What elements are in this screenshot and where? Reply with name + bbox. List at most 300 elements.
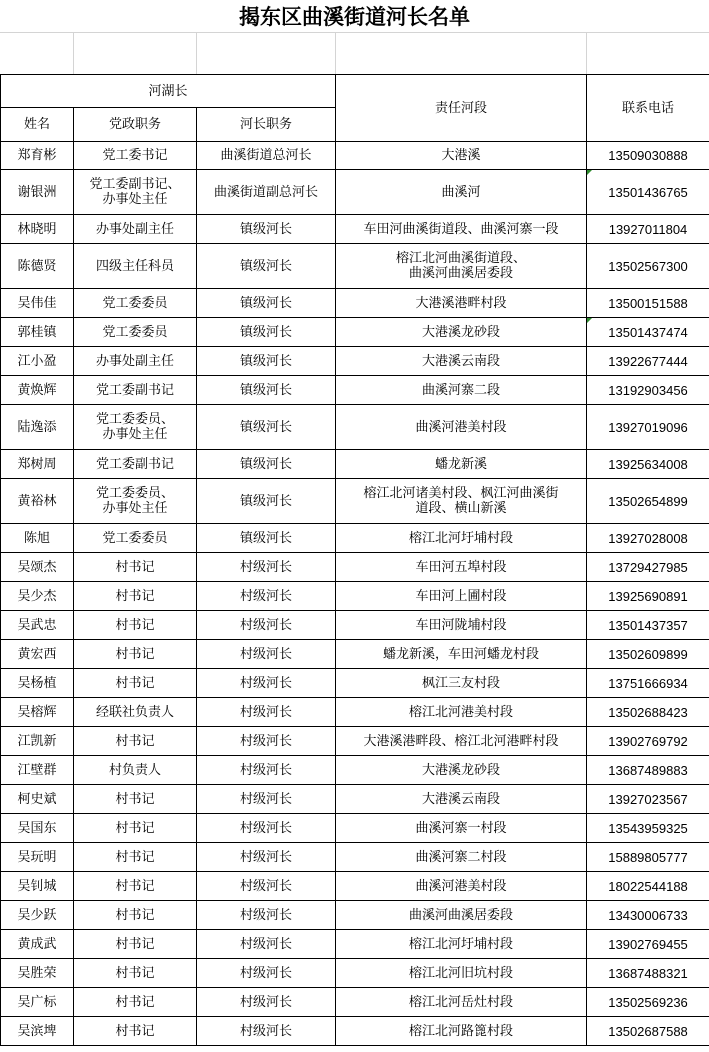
cell-phone-text: 13687488321 <box>608 965 688 981</box>
cell-section <box>336 244 587 289</box>
cell-name-text: 黄成武 <box>17 936 57 952</box>
cell-section <box>336 843 587 872</box>
cell-section-text: 大港溪 <box>441 148 481 163</box>
cell-party-post <box>74 450 197 479</box>
cell-river-post <box>197 872 336 901</box>
cell-section <box>336 405 587 450</box>
cell-phone <box>587 524 709 553</box>
cell-party-post-text: 村书记 <box>115 617 155 633</box>
cell-river-post <box>197 843 336 872</box>
table-row <box>1 669 709 698</box>
cell-river-post-text: 村级河长 <box>240 994 293 1010</box>
cell-section <box>336 640 587 669</box>
cell-section-text: 大港溪云南段 <box>422 353 501 369</box>
table-row <box>1 901 709 930</box>
cell-section <box>336 698 587 727</box>
cell-section-text: 车田河五埠村段 <box>415 559 507 575</box>
cell-section-text: 榕江北河圩埔村段 <box>409 936 514 952</box>
cell-name <box>1 142 74 170</box>
cell-section <box>336 170 587 215</box>
cell-river-post-text: 村级河长 <box>240 559 293 575</box>
river-chief-table <box>0 74 709 1046</box>
cell-name <box>1 756 74 785</box>
cell-phone-text: 13502609899 <box>608 646 688 662</box>
cell-party-post-text: 村书记 <box>115 907 155 923</box>
cell-name <box>1 988 74 1017</box>
cell-name-text: 江凯新 <box>17 733 57 749</box>
cell-party-post-text: 村书记 <box>115 733 155 749</box>
cell-party-post <box>74 524 197 553</box>
cell-name-text: 吴滨埤 <box>17 1023 57 1039</box>
cell-river-post-text: 村级河长 <box>240 646 293 662</box>
cell-phone <box>587 640 709 669</box>
cell-river-post-text: 村级河长 <box>240 1023 293 1039</box>
cell-section <box>336 450 587 479</box>
cell-party-post <box>74 479 197 524</box>
cell-river-post-text: 村级河长 <box>240 733 293 749</box>
cell-river-post-text: 村级河长 <box>240 936 293 952</box>
cell-river-post <box>197 244 336 289</box>
cell-party-post <box>74 698 197 727</box>
table-row <box>1 959 709 988</box>
cell-river-post-text: 村级河长 <box>240 762 293 778</box>
cell-party-post <box>74 727 197 756</box>
table-row <box>1 843 709 872</box>
cell-river-post <box>197 988 336 1017</box>
cell-party-post <box>74 553 197 582</box>
cell-phone-text: 13502688423 <box>608 704 688 720</box>
cell-section <box>336 142 587 170</box>
cell-name-text: 吴颂杰 <box>17 559 57 575</box>
header-name: 姓名 <box>1 108 74 142</box>
cell-phone-text: 13927023567 <box>608 791 688 807</box>
cell-section <box>336 959 587 988</box>
cell-phone <box>587 872 709 901</box>
cell-name-text: 黄焕辉 <box>17 382 57 398</box>
cell-section <box>336 872 587 901</box>
cell-river-post <box>197 450 336 479</box>
cell-party-post <box>74 640 197 669</box>
cell-river-post-text: 村级河长 <box>240 878 293 894</box>
cell-river-post <box>197 479 336 524</box>
cell-phone-text: 13502569236 <box>608 994 688 1010</box>
cell-phone-text: 13729427985 <box>608 559 688 575</box>
cell-name-text: 江壁群 <box>17 762 57 778</box>
cell-phone <box>587 170 709 215</box>
cell-phone-text: 13501437474 <box>608 324 688 340</box>
cell-section-text: 大港溪龙砂段 <box>422 324 501 340</box>
table-row <box>1 640 709 669</box>
cell-section-text: 榕江北河港美村段 <box>409 704 514 720</box>
grid-line <box>73 33 74 74</box>
cell-river-post <box>197 727 336 756</box>
cell-name-text: 吴少跃 <box>17 907 57 923</box>
cell-section-text: 榕江北河路篦村段 <box>409 1023 514 1039</box>
cell-party-post <box>74 170 197 215</box>
table-row <box>1 1017 709 1046</box>
cell-section-text: 大港溪港畔段、榕江北河港畔村段 <box>363 733 559 749</box>
cell-party-post-text: 村书记 <box>115 791 155 807</box>
cell-section-text: 大港溪龙砂段 <box>422 762 501 778</box>
cell-section-text: 枫江三友村段 <box>422 675 501 691</box>
cell-phone-text: 13500151588 <box>608 295 688 311</box>
cell-phone <box>587 405 709 450</box>
cell-comment-marker <box>587 318 592 323</box>
cell-comment-marker <box>587 170 592 175</box>
cell-name <box>1 843 74 872</box>
cell-section <box>336 814 587 843</box>
cell-section-text: 榕江北河旧坑村段 <box>409 965 514 981</box>
table-row <box>1 170 709 215</box>
cell-river-post-text: 村级河长 <box>240 704 293 720</box>
cell-party-post-text: 党工委委员 <box>102 530 168 546</box>
cell-phone-text: 18022544188 <box>608 878 688 894</box>
table-row <box>1 698 709 727</box>
cell-river-post-text: 村级河长 <box>240 617 293 633</box>
cell-phone <box>587 244 709 289</box>
cell-name-text: 陈旭 <box>23 530 50 546</box>
cell-section <box>336 756 587 785</box>
cell-phone-text: 13509030888 <box>608 148 688 163</box>
cell-phone-text: 13751666934 <box>608 675 688 691</box>
cell-river-post <box>197 1017 336 1046</box>
cell-phone <box>587 376 709 405</box>
cell-party-post <box>74 289 197 318</box>
cell-section-text: 车田河上圃村段 <box>415 588 507 604</box>
empty-spreadsheet-row <box>0 32 709 74</box>
cell-name-text: 谢银洲 <box>17 184 57 200</box>
cell-river-post-text: 村级河长 <box>240 907 293 923</box>
cell-name <box>1 1017 74 1046</box>
header-section: 责任河段 <box>336 75 587 142</box>
cell-section-text: 曲溪河寨一村段 <box>415 820 507 836</box>
table-row <box>1 524 709 553</box>
table-row <box>1 756 709 785</box>
cell-name <box>1 669 74 698</box>
table-row <box>1 142 709 170</box>
cell-name-text: 黄宏西 <box>17 646 57 662</box>
cell-party-post <box>74 318 197 347</box>
cell-river-post <box>197 553 336 582</box>
cell-party-post-text: 村书记 <box>115 965 155 981</box>
cell-party-post-text: 党工委副书记 <box>95 456 174 472</box>
cell-river-post-text: 镇级河长 <box>240 324 293 340</box>
cell-section <box>336 215 587 244</box>
cell-section-text: 大港溪云南段 <box>422 791 501 807</box>
cell-name <box>1 376 74 405</box>
table-row <box>1 376 709 405</box>
cell-name <box>1 524 74 553</box>
cell-party-post <box>74 611 197 640</box>
cell-section-text: 榕江北河诸美村段、枫江河曲溪街 道段、横山新溪 <box>363 486 559 516</box>
cell-section <box>336 479 587 524</box>
cell-section-text: 大港溪港畔村段 <box>415 295 507 311</box>
cell-river-post-text: 镇级河长 <box>240 419 293 435</box>
cell-river-post <box>197 170 336 215</box>
cell-party-post <box>74 244 197 289</box>
cell-name <box>1 814 74 843</box>
cell-party-post <box>74 142 197 170</box>
cell-river-post <box>197 930 336 959</box>
cell-phone <box>587 843 709 872</box>
cell-name <box>1 318 74 347</box>
cell-name-text: 吴武忠 <box>17 617 57 633</box>
grid-line <box>586 33 587 74</box>
cell-section-text: 车田河曲溪街道段、曲溪河寨一段 <box>363 221 559 237</box>
cell-river-post-text: 村级河长 <box>240 588 293 604</box>
cell-phone-text: 13501437357 <box>608 617 688 633</box>
cell-section-text: 榕江北河曲溪街道段、 曲溪河曲溪居委段 <box>396 251 527 281</box>
cell-name <box>1 244 74 289</box>
cell-section <box>336 289 587 318</box>
cell-party-post <box>74 1017 197 1046</box>
cell-party-post-text: 党工委副书记、 办事处主任 <box>89 177 181 207</box>
cell-river-post <box>197 142 336 170</box>
table-row <box>1 289 709 318</box>
cell-river-post-text: 镇级河长 <box>240 258 293 274</box>
cell-phone <box>587 1017 709 1046</box>
cell-name-text: 郑育彬 <box>17 148 57 163</box>
cell-phone-text: 13922677444 <box>608 353 688 369</box>
cell-river-post-text: 曲溪街道总河长 <box>220 148 312 163</box>
cell-name-text: 陈德贤 <box>17 258 57 274</box>
cell-party-post <box>74 756 197 785</box>
cell-section-text: 车田河陇埔村段 <box>415 617 507 633</box>
cell-name <box>1 611 74 640</box>
cell-party-post-text: 党工委委员、 办事处主任 <box>95 486 174 516</box>
grid-line <box>335 33 336 74</box>
cell-name <box>1 553 74 582</box>
table-row <box>1 244 709 289</box>
cell-party-post-text: 村书记 <box>115 675 155 691</box>
cell-party-post-text: 村书记 <box>115 878 155 894</box>
cell-river-post-text: 镇级河长 <box>240 530 293 546</box>
cell-river-post <box>197 289 336 318</box>
cell-party-post <box>74 669 197 698</box>
cell-name <box>1 289 74 318</box>
table-row <box>1 988 709 1017</box>
cell-party-post-text: 村书记 <box>115 559 155 575</box>
cell-name <box>1 479 74 524</box>
grid-line <box>196 33 197 74</box>
page-title: 揭东区曲溪街道河长名单 <box>239 4 470 29</box>
table-row <box>1 347 709 376</box>
cell-section <box>336 376 587 405</box>
cell-party-post-text: 党工委副书记 <box>95 382 174 398</box>
cell-phone-text: 13192903456 <box>608 382 688 398</box>
cell-river-post <box>197 405 336 450</box>
cell-river-post <box>197 582 336 611</box>
cell-phone <box>587 785 709 814</box>
cell-name-text: 吴胜荣 <box>17 965 57 981</box>
cell-party-post <box>74 988 197 1017</box>
cell-section <box>336 582 587 611</box>
cell-section <box>336 901 587 930</box>
cell-river-post <box>197 669 336 698</box>
cell-party-post-text: 党工委书记 <box>102 148 168 163</box>
header-river-post: 河长职务 <box>197 108 336 142</box>
cell-section-text: 蟠龙新溪 <box>435 456 488 472</box>
cell-section-text: 榕江北河圩埔村段 <box>409 530 514 546</box>
cell-name-text: 吴钊城 <box>17 878 57 894</box>
cell-phone-text: 15889805777 <box>608 849 688 865</box>
cell-river-post-text: 村级河长 <box>240 965 293 981</box>
table-row <box>1 611 709 640</box>
cell-party-post <box>74 376 197 405</box>
table-body <box>1 142 709 1046</box>
cell-party-post <box>74 930 197 959</box>
cell-name <box>1 727 74 756</box>
cell-phone <box>587 611 709 640</box>
cell-party-post-text: 党工委委员、 办事处主任 <box>95 412 174 442</box>
cell-name <box>1 959 74 988</box>
cell-name-text: 吴玩明 <box>17 849 57 865</box>
cell-section-text: 榕江北河岳灶村段 <box>409 994 514 1010</box>
cell-phone-text: 13430006733 <box>608 907 688 923</box>
table-row <box>1 318 709 347</box>
cell-phone-text: 13502654899 <box>608 493 688 509</box>
cell-name-text: 江小盈 <box>17 353 57 369</box>
cell-name-text: 陆逸添 <box>17 419 57 435</box>
cell-name-text: 黄裕林 <box>17 493 57 509</box>
cell-river-post <box>197 698 336 727</box>
cell-name <box>1 785 74 814</box>
cell-river-post <box>197 814 336 843</box>
cell-phone-text: 13925690891 <box>608 588 688 604</box>
cell-name-text: 林晓明 <box>17 221 57 237</box>
cell-section <box>336 318 587 347</box>
cell-name-text: 郑树周 <box>17 456 57 472</box>
cell-river-post-text: 曲溪街道副总河长 <box>214 184 319 200</box>
table-row <box>1 727 709 756</box>
table-row <box>1 450 709 479</box>
cell-name <box>1 347 74 376</box>
table-row <box>1 215 709 244</box>
cell-name-text: 吴国东 <box>17 820 57 836</box>
cell-section <box>336 988 587 1017</box>
cell-river-post <box>197 347 336 376</box>
cell-name-text: 吴榕辉 <box>17 704 57 720</box>
cell-section <box>336 553 587 582</box>
header-river-chief-group: 河湖长 <box>1 75 336 108</box>
cell-phone <box>587 289 709 318</box>
table-row <box>1 785 709 814</box>
cell-river-post <box>197 524 336 553</box>
cell-phone <box>587 698 709 727</box>
cell-river-post-text: 镇级河长 <box>240 221 293 237</box>
cell-name-text: 柯史斌 <box>17 791 57 807</box>
cell-party-post-text: 办事处副主任 <box>95 221 174 237</box>
cell-party-post <box>74 582 197 611</box>
cell-party-post <box>74 872 197 901</box>
table-row <box>1 814 709 843</box>
cell-section-text: 蟠龙新溪，车田河蟠龙村段 <box>383 646 540 662</box>
cell-river-post <box>197 901 336 930</box>
cell-river-post <box>197 640 336 669</box>
table-row <box>1 553 709 582</box>
cell-phone-text: 13902769455 <box>608 936 688 952</box>
cell-section-text: 曲溪河港美村段 <box>415 419 507 435</box>
cell-party-post-text: 党工委委员 <box>102 295 168 311</box>
cell-phone <box>587 901 709 930</box>
cell-phone-text: 13502567300 <box>608 258 688 274</box>
cell-river-post <box>197 611 336 640</box>
cell-river-post-text: 镇级河长 <box>240 456 293 472</box>
cell-phone <box>587 727 709 756</box>
cell-phone <box>587 142 709 170</box>
cell-name <box>1 901 74 930</box>
cell-party-post <box>74 215 197 244</box>
cell-name <box>1 872 74 901</box>
table-row <box>1 872 709 901</box>
cell-phone-text: 13927019096 <box>608 419 688 435</box>
cell-section <box>336 524 587 553</box>
cell-party-post <box>74 959 197 988</box>
cell-party-post-text: 四级主任科员 <box>95 258 174 274</box>
cell-party-post-text: 村书记 <box>115 820 155 836</box>
cell-phone-text: 13925634008 <box>608 456 688 472</box>
cell-section <box>336 347 587 376</box>
cell-party-post-text: 村书记 <box>115 646 155 662</box>
cell-name <box>1 930 74 959</box>
table-row <box>1 582 709 611</box>
cell-party-post <box>74 814 197 843</box>
cell-section <box>336 1017 587 1046</box>
cell-phone <box>587 582 709 611</box>
cell-phone <box>587 988 709 1017</box>
cell-phone <box>587 479 709 524</box>
cell-section-text: 曲溪河曲溪居委段 <box>409 907 514 923</box>
cell-party-post-text: 村书记 <box>115 588 155 604</box>
cell-section <box>336 669 587 698</box>
cell-phone <box>587 814 709 843</box>
cell-river-post-text: 镇级河长 <box>240 493 293 509</box>
cell-party-post-text: 村书记 <box>115 936 155 952</box>
cell-name-text: 吴少杰 <box>17 588 57 604</box>
cell-phone-text: 13927028008 <box>608 530 688 546</box>
cell-party-post-text: 村负责人 <box>108 762 161 778</box>
cell-party-post-text: 经联社负责人 <box>95 704 174 720</box>
cell-name <box>1 170 74 215</box>
cell-phone <box>587 669 709 698</box>
cell-name-text: 吴广标 <box>17 994 57 1010</box>
cell-name <box>1 582 74 611</box>
cell-river-post-text: 村级河长 <box>240 820 293 836</box>
cell-river-post-text: 村级河长 <box>240 675 293 691</box>
cell-phone <box>587 553 709 582</box>
cell-name-text: 吴杨植 <box>17 675 57 691</box>
cell-section-text: 曲溪河寨二村段 <box>415 849 507 865</box>
cell-phone-text: 13687489883 <box>608 762 688 778</box>
cell-river-post-text: 镇级河长 <box>240 353 293 369</box>
cell-name-text: 郭桂镇 <box>17 324 57 340</box>
cell-phone <box>587 318 709 347</box>
cell-section-text: 曲溪河 <box>441 184 481 200</box>
cell-name <box>1 405 74 450</box>
cell-river-post <box>197 215 336 244</box>
cell-river-post-text: 村级河长 <box>240 791 293 807</box>
cell-river-post <box>197 318 336 347</box>
cell-party-post-text: 村书记 <box>115 1023 155 1039</box>
cell-name <box>1 640 74 669</box>
cell-phone-text: 13902769792 <box>608 733 688 749</box>
cell-phone-text: 13502687588 <box>608 1023 688 1039</box>
cell-section <box>336 611 587 640</box>
cell-phone-text: 13927011804 <box>608 221 688 237</box>
table-row <box>1 479 709 524</box>
cell-name <box>1 215 74 244</box>
cell-phone <box>587 756 709 785</box>
